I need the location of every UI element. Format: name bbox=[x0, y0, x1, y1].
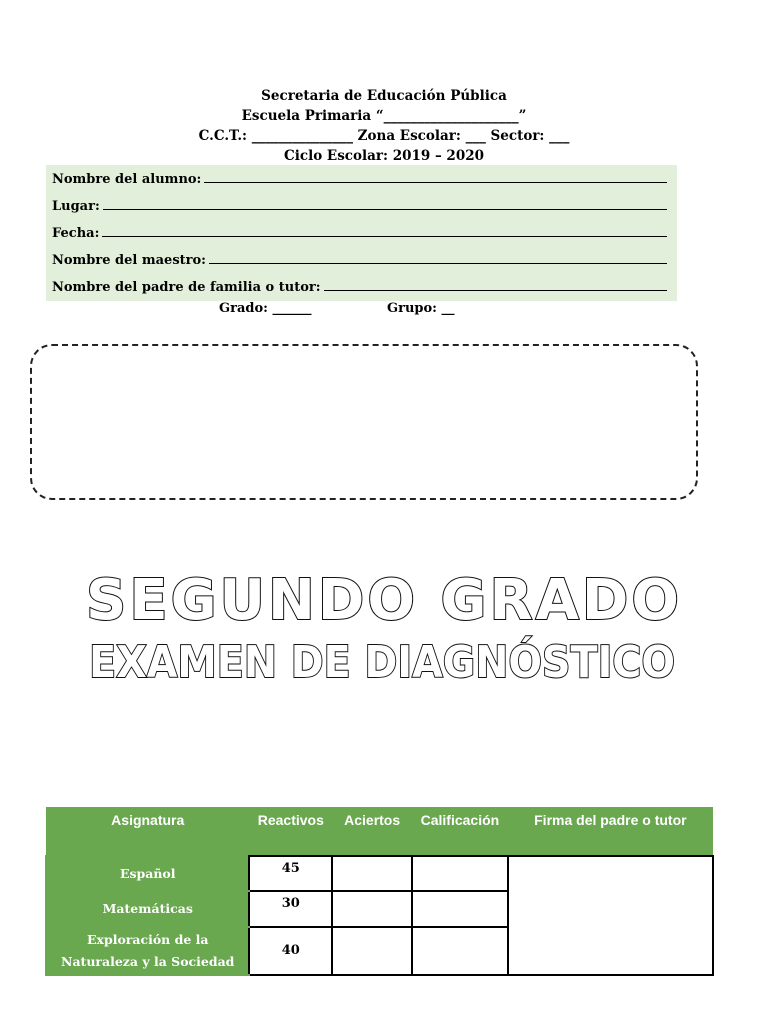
date-field[interactable] bbox=[52, 219, 667, 241]
header-grade bbox=[412, 807, 508, 856]
place-label: Lugar: bbox=[52, 199, 100, 214]
parent-name-field[interactable] bbox=[52, 273, 667, 295]
grades-table bbox=[45, 807, 714, 976]
parent-name-label: Nombre del padre de familia o tutor: bbox=[52, 280, 321, 295]
signature-cell[interactable] bbox=[508, 856, 713, 975]
subject-cell: Español bbox=[46, 856, 249, 891]
grade-cell[interactable] bbox=[412, 891, 508, 927]
teacher-name-label: Nombre del maestro: bbox=[52, 253, 206, 268]
date-label: Fecha: bbox=[52, 226, 100, 241]
header-subject: Asignatura bbox=[46, 807, 249, 856]
header-school-year: Ciclo Escolar: 2019 – 2020 bbox=[283, 148, 484, 164]
header-signature: Firma del padre o tutor bbox=[508, 807, 713, 856]
teacher-name-line bbox=[209, 263, 667, 264]
parent-name-line bbox=[324, 290, 667, 291]
dashed-frame bbox=[30, 344, 698, 500]
correct-cell[interactable] bbox=[332, 927, 412, 975]
grade-cell[interactable] bbox=[412, 856, 508, 891]
group-field[interactable]: Grupo: __ bbox=[387, 301, 455, 316]
grade-field[interactable]: Grado: ______ bbox=[219, 301, 312, 316]
header-cct: C.C.T.: _______________ Zona Escolar: ___ Sector: ___ bbox=[198, 128, 570, 144]
teacher-name-field[interactable] bbox=[52, 246, 667, 268]
student-name-line bbox=[204, 182, 667, 183]
header-items-text: Reactivos bbox=[257, 812, 324, 828]
student-name-field[interactable] bbox=[52, 165, 667, 187]
date-line bbox=[102, 236, 667, 237]
subject-cell: Exploración de la Naturaleza y la Sociedad bbox=[46, 927, 249, 975]
main-title: SEGUNDO GRADO bbox=[86, 568, 682, 633]
header-ministry: Secretaria de Educación Pública bbox=[261, 88, 507, 104]
items-cell: 30 bbox=[249, 891, 332, 927]
student-name-label: Nombre del alumno: bbox=[52, 172, 202, 187]
correct-cell[interactable] bbox=[332, 856, 412, 891]
place-field[interactable] bbox=[52, 192, 667, 214]
subtitle: EXAMEN DE DIAGNÓSTICO bbox=[89, 637, 676, 688]
header-grade-text: Calificación bbox=[420, 812, 500, 828]
place-line bbox=[103, 209, 667, 210]
items-cell: 45 bbox=[249, 856, 332, 891]
grade-cell[interactable] bbox=[412, 927, 508, 975]
table-header-row bbox=[46, 807, 713, 856]
header-correct: Aciertos bbox=[332, 807, 412, 856]
student-info-box bbox=[46, 165, 677, 301]
items-cell: 40 bbox=[249, 927, 332, 975]
subject-cell: Matemáticas bbox=[46, 891, 249, 927]
header-school: Escuela Primaria “____________________” bbox=[241, 108, 527, 124]
table-row bbox=[46, 856, 713, 891]
correct-cell[interactable] bbox=[332, 891, 412, 927]
header-items bbox=[249, 807, 332, 856]
